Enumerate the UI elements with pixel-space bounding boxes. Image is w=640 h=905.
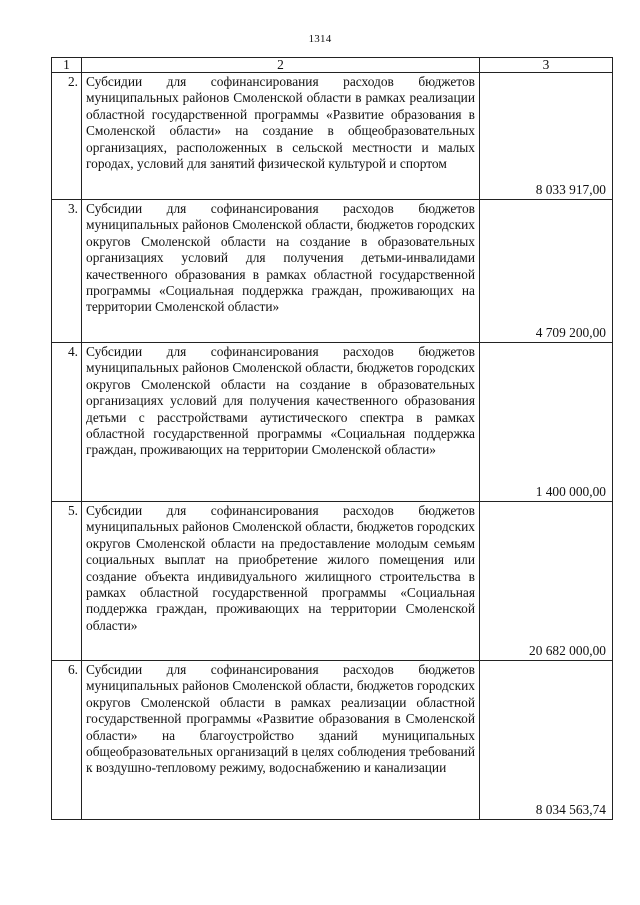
table-row [52, 502, 613, 661]
row-number: 6. [52, 661, 82, 820]
column-header-description: 2 [82, 58, 480, 73]
row-amount: 8 034 563,74 [480, 661, 613, 820]
row-amount: 8 033 917,00 [480, 73, 613, 200]
row-amount: 20 682 000,00 [480, 502, 613, 661]
row-number: 4. [52, 343, 82, 502]
table-row [52, 200, 613, 343]
table-row [52, 73, 613, 200]
column-header-amount: 3 [480, 58, 613, 73]
table-header-row [52, 58, 613, 73]
table-row [52, 661, 613, 820]
row-description: Субсидии для софинансирования расходов бюджетов муниципальных районов Смоленской области, бюджетов городских округов Смоленской области на создание в образовательных организациях условий для получения детьми-инвалидами качественного образования в рамках областной государственной программы «Социальная поддержка граждан, проживающих на территории Смоленской области» [82, 200, 480, 343]
row-number: 3. [52, 200, 82, 343]
row-description: Субсидии для софинансирования расходов бюджетов муниципальных районов Смоленской области, бюджетов городских округов Смоленской области в рамках реализации областной государственной программы «Развитие образования в Смоленской области» на благоустройство зданий муниципальных общеобразовательных организаций в целях соблюдения требований к воздушно-тепловому режиму, водоснабжению и канализации [82, 661, 480, 820]
table-row [52, 343, 613, 502]
page-number: 1314 [308, 33, 332, 45]
row-amount: 1 400 000,00 [480, 343, 613, 502]
row-amount: 4 709 200,00 [480, 200, 613, 343]
row-description: Субсидии для софинансирования расходов бюджетов муниципальных районов Смоленской области, бюджетов городских округов Смоленской области на предоставление молодым семьям социальных выплат на приобретение жилого помещения или создание объекта индивидуального жилищного строительства в рамках областной государственной программы «Социальная поддержка граждан, проживающих на территории Смоленской области» [82, 502, 480, 661]
row-number: 2. [52, 73, 82, 200]
subsidies-table [51, 57, 613, 820]
row-description: Субсидии для софинансирования расходов бюджетов муниципальных районов Смоленской области в рамках реализации областной государственной программы «Развитие образования в Смоленской области» на создание в общеобразовательных организациях, расположенных в сельской местности и малых городах, условий для занятий физической культурой и спортом [82, 73, 480, 200]
column-header-number: 1 [52, 58, 82, 73]
row-number: 5. [52, 502, 82, 661]
row-description: Субсидии для софинансирования расходов бюджетов муниципальных районов Смоленской области, бюджетов городских округов Смоленской области на создание в образовательных организациях условий для получения качественного образования детьми с расстройствами аутистического спектра в рамках областной государственной программы «Социальная поддержка граждан, проживающих на территории Смоленской области» [82, 343, 480, 502]
